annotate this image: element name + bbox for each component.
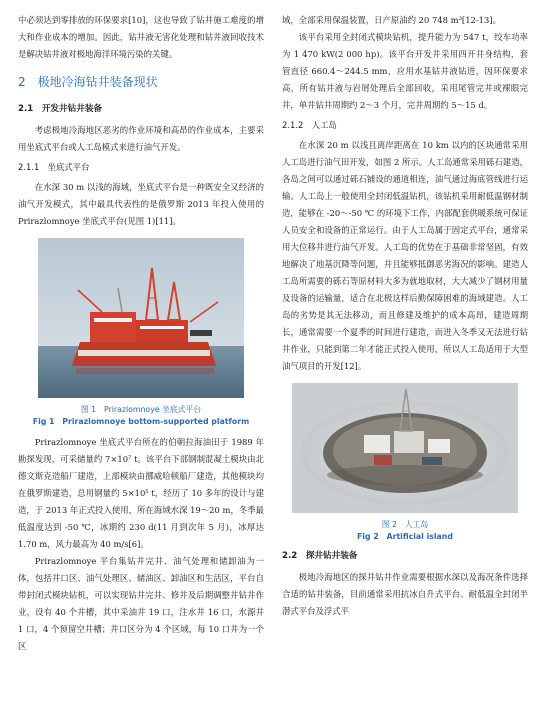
artificial-island-photo (282, 383, 528, 513)
left-column (18, 12, 264, 655)
figure-2-caption-cn: 图 2 人工岛 (381, 520, 429, 529)
figure-2 (282, 383, 528, 543)
paragraph-platform-history: Prirazlomnoye 坐底式平台所在的伯朝拉海油田于 1989 年勘探发现，可采储量约 7×10⁷ t。该平台下部钢制混凝土模块由北德文斯克造船厂建造，上部模块由挪威哈顿船厂建造，其他模块均在俄罗斯建造，总用钢量约 5×10⁵ t，经历了 10 多年的设计与建造，于 2013 年正式投入使用，所在海域水深 19～20 m，冬季最低温度达到 -50 ℃，冰期约 230 d(11 月到次年 5 月)，冰厚达 1.70 m，风力最高为 40 m/s[6]。 (18, 437, 264, 549)
paragraph-development-mode: 考虑极地冷海地区恶劣的作业环境和高昂的作业成本，主要采用坐底式平台或人工岛模式来进行油气开发。 (18, 125, 264, 152)
paragraph-artificial-island: 在水深 20 m 以浅且离岸距离在 10 km 以内的区块通常采用人工岛进行油气田开发，如图 2 所示。人工岛通常采用砾石建造，各岛之间可以通过砾石铺设的通道相连，油气通过海底管线进行运输。人工岛上一般使用全封闭低温钻机，该钻机采用耐低温钢材制造，能够在 -20～-50 ℃ 的环境下工作，内部配套供暖系统可保证人员安全和设备的正常运行。由于人工岛属于固定式平台，通常采用大位移井进行油气开发。人工岛的优势在于基础非常坚固，有效地解决了地基沉降等问题，并且能够抵御恶劣海况的影响。建造人工岛所需要的砾石等原材料大多为就地取材，大大减少了钢材用量及设备的运输量，适合在北极这样后勤保障困难的海域建造。人工岛的劣势是其无法移动，而且修建及维护的成本高昂，建造周期长，通常需要一个夏季的时间进行建造，而进入冬季又无法进行钻井作业，只能到第二年才能正式投入使用，所以人工岛适用于大型油气项目的开发[12]。 (282, 140, 528, 371)
subsection-title-development-well: 2.1 开发井钻井装备 (18, 104, 102, 114)
paragraph-bottom-platform: 在水深 30 m 以浅的海域，坐底式平台是一种既安全又经济的油气开发模式，其中最具代表性的是俄罗斯 2013 年投入使用的 Prirazlomnoye 坐底式平台(见图 1)[11]。 (18, 182, 264, 226)
figure-1-caption-en: Fig 1 Prirazlomnoye bottom-supported platform (32, 417, 250, 426)
figure-2-caption-en: Fig 2 Artificial island (357, 532, 453, 541)
paragraph-exploration-equipment: 极地冷海地区的探井钻井作业需要根据水深以及海况条件选择合适的钻井装备，目前通常采用抗冰自升式平台、耐低温全封闭半潜式平台及浮式平 (282, 572, 528, 616)
subsubsection-title-bottom-platform: 2.1.1 坐底式平台 (18, 162, 90, 172)
paragraph-env-protection: 中必须达到零排放的环保要求[10]，这也导致了钻井施工难度的增大和作业成本的增加。因此，钻井液无害化处理和钻井液回收技术是解决钻井液对极地海洋环境污染的关键。 (18, 15, 264, 59)
paragraph-drilling-rig: 该平台采用全封闭式模块钻机，提升能力为 547 t，绞车功率为 1 470 kW(2 000 hp)。该平台开发井采用四开井身结构，套管直径 660.4～244.5 mm，应用水基钻井液钻进，因环保要求高，所有钻井液与岩屑处理后全部回收，采用尾管完井或裸眼完井，单井钻井周期约 2～3 个月，完井周期约 5～15 d。 (282, 32, 528, 110)
right-column (282, 12, 528, 620)
paragraph-insulation: 域，全部采用保温装置，日产原油约 20 748 m³[12-13]。 (282, 15, 501, 25)
figure-1-caption-cn: 图 1 Prirazlomnoye 坐底式平台 (80, 405, 202, 414)
section-title-equipment-status: 2 极地冷海钻井装备现状 (18, 75, 158, 89)
subsection-title-exploration-well: 2.2 探井钻井装备 (282, 551, 358, 561)
paragraph-platform-functions: Prirazlomnoye 平台集钻井完井、油气处理和储卸油为一体，包括井口区、油气处理区、储油区、卸油区和生活区，平台自带封闭式模块钻机，可以实现钻井完井、修井及后期调整井钻井作业，设有 40 个井槽，其中采油井 19 口，注水井 16 口，水源井 1 口，4 个预留空井槽；井口区分为 4 个区域，每 10 口井为一个区 (18, 556, 264, 651)
subsubsection-title-artificial-island: 2.1.2 人工岛 (282, 120, 337, 130)
platform-photo (18, 238, 264, 398)
figure-1 (18, 238, 264, 428)
